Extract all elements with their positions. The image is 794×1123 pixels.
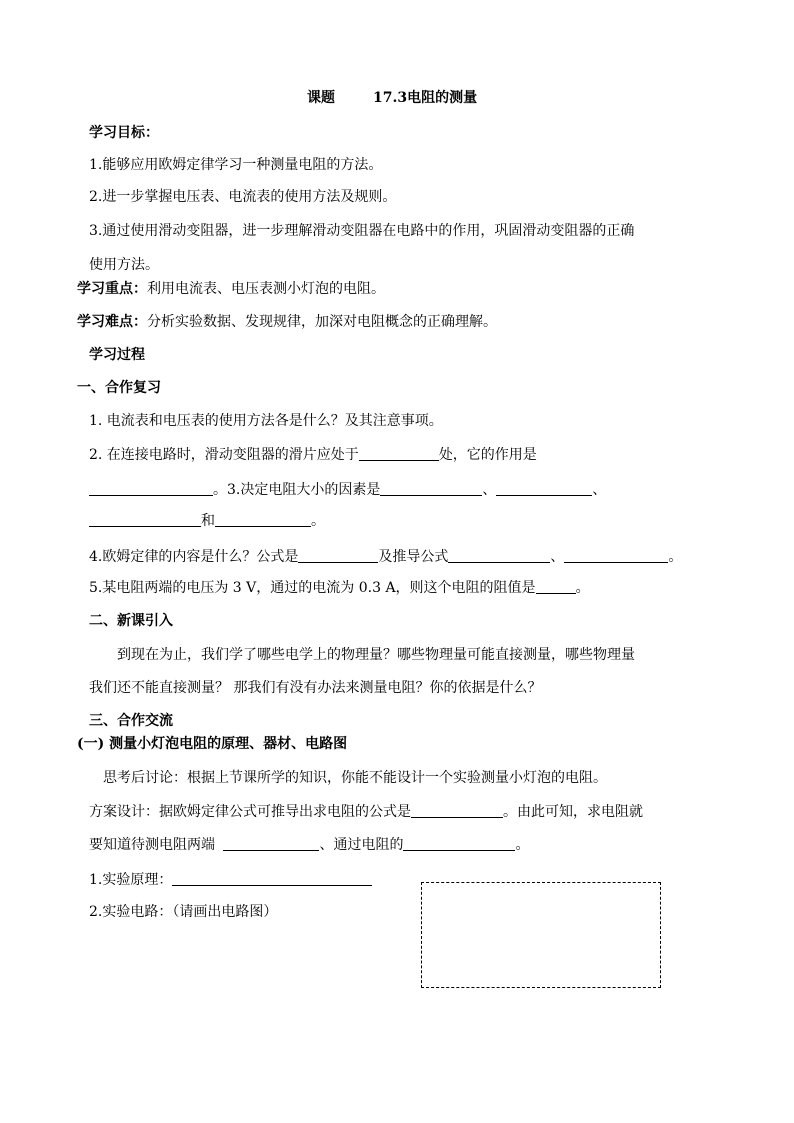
separator: 、: [482, 482, 497, 498]
title-prefix: 课题: [307, 90, 335, 106]
answer-blank[interactable]: [564, 548, 668, 563]
question-2: [89, 445, 537, 465]
plan-text: 。由此可知，求电阻就: [503, 804, 643, 820]
plan-line-1: [89, 802, 643, 822]
experiment-circuit: 2.实验电路：（请画出电路图）: [89, 904, 278, 920]
answer-blank[interactable]: [215, 512, 311, 527]
experiment-principle: [89, 870, 372, 890]
separator: 、: [550, 549, 565, 565]
plan-text: 方案设计：据欧姆定律公式可推导出求电阻的公式是: [89, 804, 411, 820]
period: 。: [668, 549, 683, 565]
answer-blank[interactable]: [448, 548, 550, 563]
question-5-text: 5.某电阻两端的电压为 3 V，通过的电流为 0.3 A，则这个电阻的阻值是: [89, 580, 536, 596]
objective-item: 3.通过使用滑动变阻器，进一步理解滑动变阻器在电路中的作用，巩固滑动变阻器的正确: [89, 223, 635, 239]
objectives-heading: 学习目标：: [89, 125, 159, 141]
answer-blank[interactable]: [359, 446, 439, 461]
question-4-text: 4.欧姆定律的内容是什么？公式是: [89, 549, 299, 565]
title-text: 17.3电阻的测量: [373, 90, 478, 106]
section2-paragraph: 我们还不能直接测量？ 那我们有没有办法来测量电阻？你的依据是什么？: [89, 680, 542, 696]
answer-blank[interactable]: [223, 836, 319, 851]
difficulty-text: 分析实验数据、发现规律，加深对电阻概念的正确理解。: [147, 314, 497, 330]
subsection-heading: (一) 测量小灯泡电阻的原理、器材、电路图: [77, 736, 348, 752]
answer-blank[interactable]: [298, 548, 378, 563]
key-point-text: 利用电流表、电压表测小灯泡的电阻。: [147, 281, 385, 297]
question-3-text: 。3.决定电阻大小的因素是: [213, 482, 381, 498]
answer-blank[interactable]: [411, 803, 503, 818]
separator: 、: [592, 482, 607, 498]
answer-blank[interactable]: [89, 481, 213, 496]
process-heading: 学习过程: [89, 347, 145, 363]
section2-heading: 二、新课引入: [89, 613, 173, 629]
difficulty: [77, 312, 497, 332]
answer-blank[interactable]: [496, 481, 592, 496]
section1-heading: 一、合作复习: [77, 380, 161, 396]
objective-item: 使用方法。: [89, 257, 159, 273]
question-4: [89, 547, 682, 567]
plan-line-2: [89, 835, 529, 855]
objective-item: 2.进一步掌握电压表、电流表的使用方法及规则。: [89, 189, 397, 205]
question-3: [89, 480, 606, 500]
plan-text: 、通过电阻的: [319, 837, 404, 853]
period: 。: [515, 837, 530, 853]
difficulty-label: 学习难点：: [77, 314, 147, 330]
key-point-label: 学习重点：: [77, 281, 147, 297]
section2-paragraph: 到现在为止，我们学了哪些电学上的物理量？哪些物理量可能直接测量，哪些物理量: [117, 647, 635, 663]
page-title: [307, 88, 477, 108]
and-text: 和: [201, 513, 215, 529]
plan-text: 要知道待测电阻两端: [89, 837, 220, 853]
answer-blank[interactable]: [536, 579, 576, 594]
period: 。: [575, 580, 590, 596]
answer-blank[interactable]: [89, 512, 201, 527]
question-2-text: 2. 在连接电路时，滑动变阻器的滑片应处于: [89, 447, 359, 463]
circuit-drawing-area[interactable]: [421, 882, 661, 988]
answer-blank[interactable]: [380, 481, 482, 496]
question-3-cont: [89, 511, 325, 531]
objective-item: 1.能够应用欧姆定律学习一种测量电阻的方法。: [89, 157, 383, 173]
key-point: [77, 279, 385, 299]
answer-blank[interactable]: [403, 836, 515, 851]
section3-heading: 三、合作交流: [89, 713, 173, 729]
question-4-text: 及推导公式: [378, 549, 449, 565]
period: 。: [311, 513, 325, 529]
question-1: 1. 电流表和电压表的使用方法各是什么？及其注意事项。: [89, 413, 443, 429]
principle-label: 1.实验原理：: [89, 872, 173, 888]
question-5: [89, 578, 590, 598]
discussion-text: 思考后讨论：根据上节课所学的知识，你能不能设计一个实验测量小灯泡的电阻。: [103, 770, 607, 786]
answer-blank[interactable]: [172, 871, 372, 886]
question-2-text: 处，它的作用是: [438, 447, 537, 463]
